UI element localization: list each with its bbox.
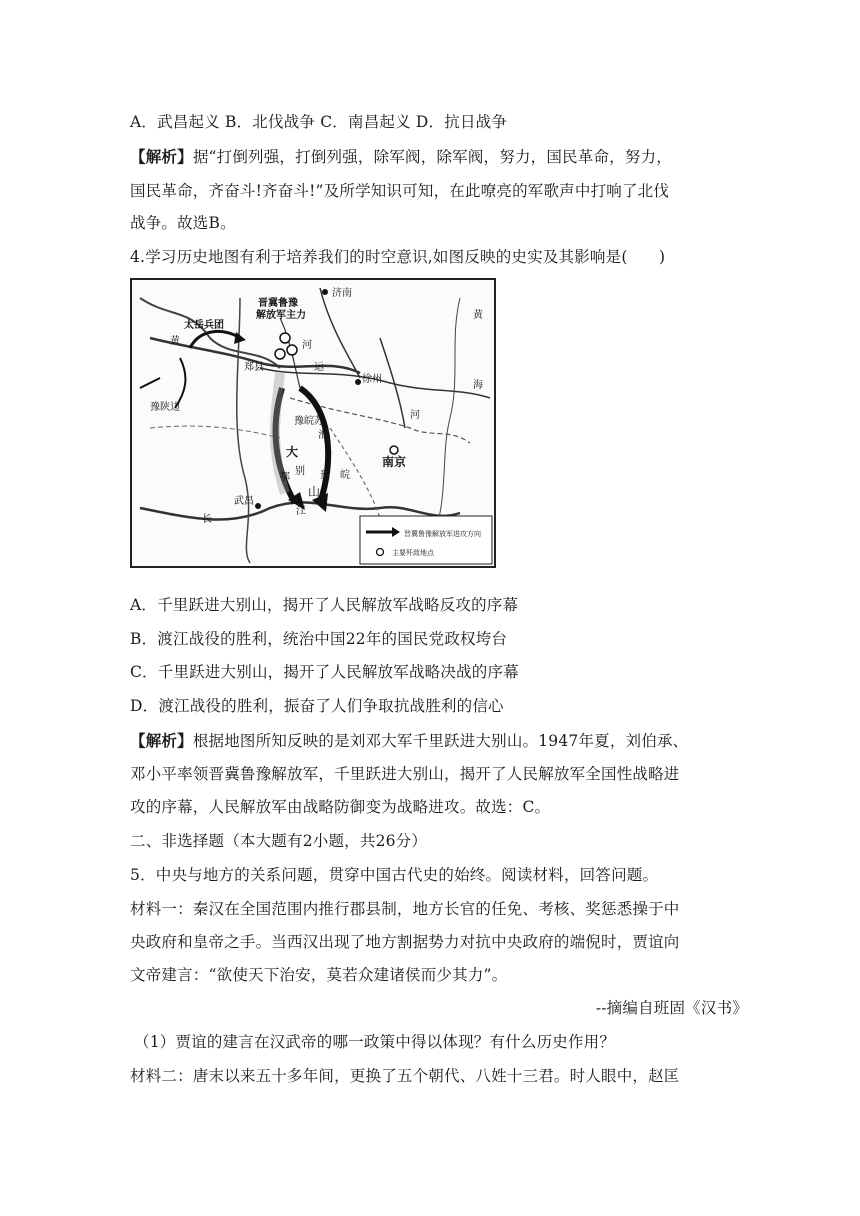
map-legend-battle-label: 主要歼敌地点 — [392, 550, 434, 557]
q5-material-1-line-2: 央政府和皇帝之手。当西汉出现了地方割据势力对抗中央政府的端倪时，贾谊向 — [130, 933, 680, 951]
map-label-nanjing: 南京 — [382, 455, 407, 469]
map-label-jilu: 晋冀鲁豫 — [258, 298, 298, 309]
map-label-yuwansu: 豫皖苏 — [294, 416, 324, 427]
q4-option-b: B．渡江战役的胜利，统治中国22年的国民党政权垮台 — [130, 630, 508, 648]
map-label-jinan: 济南 — [332, 288, 352, 299]
q5-material-1-line-1: 材料一：秦汉在全国范围内推行郡县制，地方长官的任免、考核、奖惩悉操于中 — [130, 900, 680, 918]
map-label-he: 河 — [302, 340, 312, 351]
map-label-dabie-3: 山 — [308, 485, 321, 499]
q4-option-c: C．千里跃进大别山，揭开了人民解放军战略决战的序幕 — [130, 663, 519, 681]
q4-stem: 4.学习历史地图有利于培养我们的时空意识,如图反映的史实及其影响是( ) — [130, 248, 666, 266]
map-label-he2: 河 — [410, 410, 420, 421]
q5-material-1-line-3: 文帝建言：“欲使天下治安，莫若众建诸侯而少其力”。 — [130, 966, 508, 984]
q5-source: --摘编自班固《汉书》 — [595, 999, 748, 1017]
map-label-sea-2: 海 — [473, 380, 483, 391]
q3-analysis-line-1 — [130, 145, 730, 169]
q4-analysis-line-2: 邓小平率领晋冀鲁豫解放军，千里跃进大别山，揭开了人民解放军全国性战略进 — [130, 765, 680, 783]
map-legend-arrow-label: 晋冀鲁豫解放军进攻方向 — [404, 531, 481, 538]
q4-analysis-line-3: 攻的序幕，人民解放军由战略防御变为战略进攻。故选：C。 — [130, 798, 551, 816]
map-label-dabie-2: 别 — [295, 466, 305, 477]
analysis-text: 根据地图所知反映的是刘邓大军千里跃进大别山。1947年夏，刘伯承、 — [192, 732, 689, 750]
analysis-tag: 【解析】 — [130, 147, 193, 166]
map-label-e: 鄂 — [280, 472, 290, 483]
q5-material-2-line-1: 材料二：唐末以来五十多年间，更换了五个朝代、八姓十三君。时人眼中，赵匡 — [130, 1067, 680, 1085]
map-label-chang: 长 — [202, 514, 212, 525]
analysis-tag: 【解析】 — [130, 731, 193, 750]
map-label-wuchang: 武昌 — [234, 496, 254, 507]
map-label-sea-1: 黄 — [473, 310, 483, 321]
map-label-dabie-1: 大 — [286, 445, 299, 459]
q5-stem: 5．中央与地方的关系问题，贯穿中国古代史的始终。阅读材料，回答问题。 — [130, 866, 659, 884]
map-label-huai: 淮 — [318, 430, 328, 441]
map-label-zhengxian: 郑县 — [244, 362, 264, 373]
section-heading: 二、非选择题（本大题有2小题，共26分） — [130, 832, 428, 850]
q4-option-d: D．渡江战役的胜利，振奋了人们争取抗战胜利的信心 — [130, 697, 504, 715]
q3-analysis-line-2: 国民革命，齐奋斗!齐奋斗!”及所学知识可知，在此嘹亮的军歌声中打响了北伐 — [130, 182, 670, 200]
map-label-yushan: 豫陕边 — [150, 402, 180, 413]
q4-analysis-line-1 — [130, 729, 730, 753]
q3-options: A．武昌起义 B．北伐战争 C．南昌起义 D．抗日战争 — [130, 113, 508, 131]
q5-subquestion-1: （1）贾谊的建言在汉武帝的哪一政策中得以体现？有什么历史作用？ — [134, 1033, 616, 1051]
analysis-text: 据“打倒列强，打倒列强，除军阀，除军阀，努力，国民革命，努力， — [192, 148, 672, 166]
map-label-wan: 皖 — [340, 470, 350, 481]
map-label-jilu2: 解放军主力 — [256, 310, 306, 321]
map-label-taiyue: 太岳兵团 — [184, 320, 224, 331]
q4-option-a: A．千里跃进大别山，揭开了人民解放军战略反攻的序幕 — [130, 596, 519, 614]
q3-analysis-line-3: 战争。故选B。 — [130, 214, 236, 232]
map-label-yu: 豫 — [320, 470, 330, 481]
map-label-jiang: 江 — [296, 506, 306, 517]
map-label-yun: 运 — [314, 362, 324, 373]
historical-map — [130, 278, 496, 568]
map-label-huang: 黄 — [170, 336, 180, 347]
map-label-xuzhou: 徐州 — [362, 374, 382, 385]
